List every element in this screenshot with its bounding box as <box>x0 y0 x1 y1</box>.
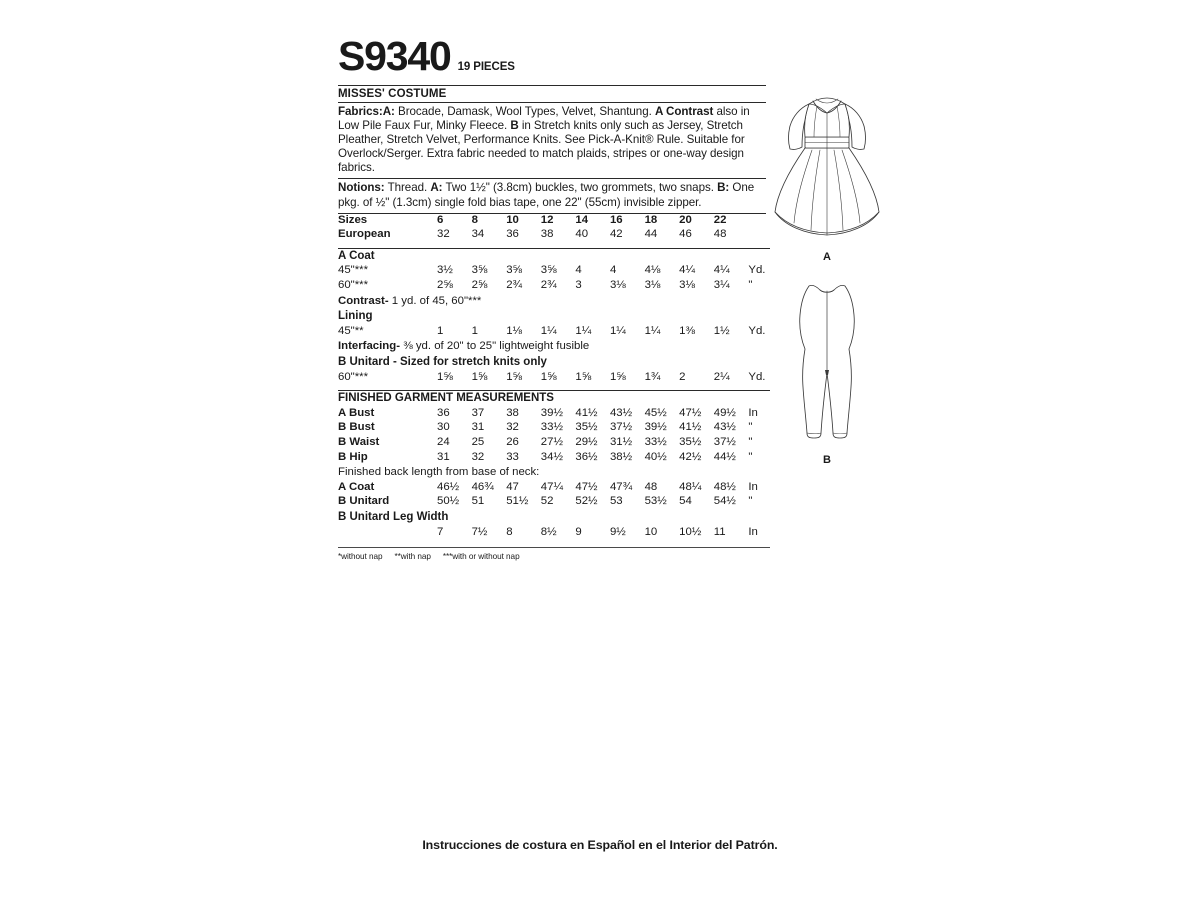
yardage-value: 1⅛ <box>506 324 523 337</box>
measurement-value: 30 <box>437 421 450 434</box>
size-value: 8 <box>471 213 478 226</box>
table-row-fgm-heading <box>338 391 770 407</box>
yardage-value: 4¼ <box>679 264 695 277</box>
measurement-label: A Bust <box>338 406 375 419</box>
measurement-value: 52½ <box>575 495 598 508</box>
yardage-value: 4¼ <box>713 264 730 277</box>
yardage-value: 2¼ <box>713 370 730 383</box>
fabrics-paragraph <box>338 103 766 178</box>
measurement-value: 47¾ <box>609 480 633 493</box>
measurement-value: 33 <box>506 450 519 463</box>
measurement-value: 54½ <box>713 495 736 508</box>
measurement-value: 35½ <box>575 421 598 434</box>
size-value: 16 <box>609 213 623 226</box>
measurement-value: 47½ <box>679 406 702 419</box>
measurement-value: 11 <box>713 525 726 538</box>
measurement-label: B Waist <box>338 435 380 448</box>
fabric-width-label: 45"** <box>338 324 364 337</box>
view-a-block <box>762 92 892 263</box>
pattern-info-column <box>338 33 766 562</box>
measurement-value: 26 <box>506 435 519 448</box>
table-row-a-coat-length <box>338 481 770 496</box>
size-value: 22 <box>713 213 727 226</box>
table-row-unitard-60 <box>338 371 770 386</box>
measurement-value: 40½ <box>644 450 667 463</box>
table-row-european <box>338 228 770 243</box>
measurement-label: A Coat <box>338 480 375 493</box>
measurement-value: 27½ <box>540 435 563 448</box>
measurement-value: 39½ <box>540 406 563 419</box>
back-length-heading: Finished back length from base of neck: <box>338 466 540 479</box>
piece-count: 19 PIECES <box>457 61 515 73</box>
measurement-value: 24 <box>437 435 450 448</box>
yardage-value: 1¼ <box>609 324 626 337</box>
leg-width-heading: B Unitard Leg Width <box>338 510 449 523</box>
interfacing-text: ⅜ yd. of 20" to 25" lightweight fusible <box>400 340 590 353</box>
view-b-letter: B <box>823 454 831 466</box>
measurement-value: 31 <box>437 450 450 463</box>
measurement-value: 31 <box>471 421 485 434</box>
measurement-value: 37½ <box>609 421 633 434</box>
yardage-value: 3⅛ <box>679 279 695 292</box>
notions-text-3: One pkg. of ½" (1.3cm) single fold bias tape, one 22" (55cm) invisible zipper. <box>338 181 755 209</box>
pattern-number: S9340 <box>338 33 451 79</box>
notions-text-1: Thread. <box>384 181 431 195</box>
view-a-illustration-coat-dress <box>765 92 889 244</box>
measurement-value: 42½ <box>679 450 702 463</box>
table-row-contrast <box>338 294 770 310</box>
sizes-label: Sizes <box>338 213 368 226</box>
unit-cell: " <box>748 495 753 508</box>
table-row-b-waist <box>338 436 770 451</box>
unit-cell: " <box>748 435 753 448</box>
divider-row <box>338 543 770 548</box>
measurement-value: 53½ <box>644 495 667 508</box>
a-coat-heading: A Coat <box>338 249 375 262</box>
measurement-value: 39½ <box>644 421 667 434</box>
measurement-value: 36½ <box>575 450 598 463</box>
yardage-value: 3⅝ <box>540 264 557 277</box>
fabrics-contrast-label: A Contrast <box>654 105 714 118</box>
measurement-value: 47½ <box>575 480 598 493</box>
measurement-value: 48¼ <box>679 480 702 493</box>
measurement-value: 44½ <box>713 450 736 463</box>
measurement-value: 41½ <box>575 406 598 419</box>
notions-view-a-label: A: <box>430 181 443 195</box>
measurement-value: 9½ <box>609 525 626 538</box>
measurement-label: B Bust <box>338 421 375 434</box>
unitard-heading: B Unitard - Sized for stretch knits only <box>338 356 547 368</box>
measurement-value: 25 <box>471 435 485 448</box>
european-value: 32 <box>437 228 450 241</box>
measurement-value: 46½ <box>437 480 460 493</box>
spanish-instructions-note: Instrucciones de costura en Español en el Interior del Patrón. <box>422 838 778 852</box>
measurement-value: 33½ <box>540 421 563 434</box>
size-value: 6 <box>437 213 444 226</box>
yardage-value: 1¼ <box>644 324 661 337</box>
european-value: 40 <box>575 228 589 241</box>
yardage-value: 3¼ <box>713 279 730 292</box>
measurement-value: 34½ <box>540 450 563 463</box>
table-row-b-bust <box>338 421 770 436</box>
european-value: 34 <box>471 228 485 241</box>
measurement-value: 7 <box>437 525 444 538</box>
yardage-value: 3⅛ <box>609 279 626 292</box>
yardage-value: 1½ <box>713 324 730 337</box>
yardage-value: 1¼ <box>540 324 557 337</box>
measurement-label <box>338 526 437 541</box>
notions-label: Notions: <box>338 181 385 195</box>
measurement-value: 43½ <box>609 406 633 419</box>
fabrics-label: Fabrics: <box>338 105 383 118</box>
fabrics-view-b-label: B <box>510 119 519 133</box>
notions-paragraph <box>338 179 766 212</box>
measurement-value: 47¼ <box>540 480 563 493</box>
measurement-value: 53 <box>609 495 623 508</box>
yardage-value: 2¾ <box>540 279 557 292</box>
nap-footnotes <box>338 548 766 561</box>
table-row-back-length-heading <box>338 465 770 481</box>
size-value: 18 <box>644 213 658 226</box>
european-value: 48 <box>713 228 727 241</box>
measurement-value: 7½ <box>471 525 488 538</box>
table-row-a-coat-45 <box>338 264 770 279</box>
unit-cell: In <box>748 525 758 538</box>
european-value: 36 <box>506 228 519 241</box>
measurement-value: 8½ <box>540 525 557 538</box>
yardage-value: 2⅝ <box>437 279 453 292</box>
yardage-value: 3½ <box>437 264 453 277</box>
table-row-lining-heading <box>338 309 770 325</box>
yardage-value: 1 <box>437 324 444 337</box>
table-row-lining-45 <box>338 325 770 340</box>
measurement-label: B Unitard <box>338 495 390 508</box>
yardage-value: 3⅝ <box>506 264 523 277</box>
unit-cell: Yd. <box>748 324 766 337</box>
measurement-value: 51 <box>471 495 485 508</box>
yardage-value: 1⅝ <box>506 370 523 383</box>
notions-view-b-label: B: <box>717 181 730 195</box>
finished-measurements-heading: FINISHED GARMENT MEASUREMENTS <box>338 392 554 405</box>
european-value: 42 <box>609 228 623 241</box>
measurement-value: 45½ <box>644 406 667 419</box>
yardage-value: 2⅝ <box>471 279 488 292</box>
measurement-value: 49½ <box>713 406 736 419</box>
size-value: 20 <box>679 213 692 226</box>
yardage-value: 2¾ <box>506 279 523 292</box>
contrast-text: 1 yd. of 45, 60"*** <box>388 294 482 307</box>
yardage-value: 3⅛ <box>644 279 661 292</box>
measurement-value: 48½ <box>713 480 736 493</box>
measurement-value: 37½ <box>713 435 736 448</box>
unit-cell: Yd. <box>748 264 766 277</box>
view-a-letter: A <box>823 251 831 263</box>
yardage-value: 1 <box>471 324 478 337</box>
measurement-value: 10 <box>644 525 658 538</box>
view-b-block <box>762 277 892 466</box>
footnote-with-or-without-nap: ***with or without nap <box>442 552 520 562</box>
european-label: European <box>338 228 391 241</box>
unit-cell: " <box>748 421 753 434</box>
measurement-value: 46¾ <box>471 480 494 493</box>
measurement-value: 31½ <box>609 435 633 448</box>
european-value: 38 <box>540 228 554 241</box>
specifications-table <box>338 214 770 548</box>
yardage-value: 1⅝ <box>609 370 626 383</box>
yardage-value: 1⅝ <box>471 370 488 383</box>
measurement-value: 54 <box>679 495 692 508</box>
garment-views <box>762 92 892 480</box>
yardage-value: 4 <box>609 264 617 277</box>
lining-heading: Lining <box>338 310 373 323</box>
yardage-value: 1⅝ <box>575 370 592 383</box>
interfacing-line <box>338 339 770 355</box>
yardage-value: 4⅛ <box>644 264 661 277</box>
footnote-with-nap: **with nap <box>394 552 431 562</box>
yardage-value: 1⅝ <box>437 370 453 383</box>
measurement-label: B Hip <box>338 450 368 463</box>
measurement-value: 47 <box>506 480 519 493</box>
yardage-value: 4 <box>575 264 582 277</box>
view-b-illustration-unitard <box>772 277 882 447</box>
table-row-unitard-heading <box>338 355 770 371</box>
pattern-header <box>338 33 766 79</box>
measurement-value: 33½ <box>644 435 667 448</box>
contrast-line <box>338 294 770 310</box>
measurement-value: 36 <box>437 406 450 419</box>
measurement-value: 37 <box>471 406 485 419</box>
fabrics-text-2: also in Low Pile Faux Fur, Minky Fleece. <box>338 105 750 133</box>
yardage-value: 1⅜ <box>679 324 695 337</box>
measurement-value: 38½ <box>609 450 633 463</box>
fabrics-text-3: in Stretch knits only such as Jersey, Stretch Pleather, Stretch Velvet, Performance Knits. See Pick-A-Knit® Rule. Suitable for Overlock/Serger. Extra fabric needed to match plaids, stripes or one-way design fabrics. <box>338 119 745 175</box>
table-row-a-coat-heading <box>338 248 770 264</box>
european-value: 46 <box>679 228 692 241</box>
fabrics-text-1: Brocade, Damask, Wool Types, Velvet, Shantung. <box>394 105 655 118</box>
yardage-value: 3⅝ <box>471 264 488 277</box>
yardage-value: 2 <box>679 370 686 383</box>
yardage-value: 1¼ <box>575 324 592 337</box>
fabric-width-label: 60"*** <box>338 279 369 292</box>
fabric-width-label: 45"*** <box>338 264 369 277</box>
table-row-a-coat-60 <box>338 279 770 294</box>
measurement-value: 8 <box>506 525 513 538</box>
table-row-b-unitard-length <box>338 495 770 510</box>
size-value: 12 <box>540 213 554 226</box>
measurement-value: 38 <box>506 406 519 419</box>
unit-cell: In <box>748 406 758 419</box>
measurement-value: 32 <box>506 421 519 434</box>
measurement-value: 32 <box>471 450 485 463</box>
fabrics-view-a-label: A: <box>382 105 395 118</box>
table-row-leg-width <box>338 526 770 541</box>
table-row-interfacing <box>338 339 770 355</box>
yardage-value: 1⅝ <box>540 370 557 383</box>
european-value: 44 <box>644 228 658 241</box>
measurement-value: 9 <box>575 525 582 538</box>
measurement-value: 35½ <box>679 435 702 448</box>
unit-cell: In <box>748 480 758 493</box>
table-row-leg-width-heading <box>338 510 770 526</box>
unit-cell: " <box>748 279 753 292</box>
measurement-value: 52 <box>540 495 554 508</box>
table-row-sizes <box>338 214 770 229</box>
measurement-value: 29½ <box>575 435 598 448</box>
contrast-label: Contrast- <box>338 294 389 307</box>
size-value: 10 <box>506 213 519 226</box>
notions-text-2: Two 1½" (3.8cm) buckles, two grommets, two snaps. <box>442 181 718 195</box>
measurement-value: 51½ <box>506 495 529 508</box>
measurement-value: 48 <box>644 480 658 493</box>
measurement-value: 41½ <box>679 421 702 434</box>
unit-cell: Yd. <box>748 370 766 383</box>
yardage-value: 1¾ <box>644 370 661 383</box>
table-row-a-bust <box>338 407 770 422</box>
measurement-value: 50½ <box>437 495 460 508</box>
unit-cell: " <box>748 450 753 463</box>
size-value: 14 <box>575 213 589 226</box>
table-row-b-hip <box>338 451 770 466</box>
garment-category: MISSES' COSTUME <box>338 88 447 100</box>
interfacing-label: Interfacing- <box>338 340 401 353</box>
footnote-without-nap: *without nap <box>338 552 383 562</box>
measurement-value: 43½ <box>713 421 736 434</box>
measurement-value: 10½ <box>679 525 702 538</box>
yardage-value: 3 <box>575 279 582 292</box>
fabric-width-label: 60"*** <box>338 370 369 383</box>
